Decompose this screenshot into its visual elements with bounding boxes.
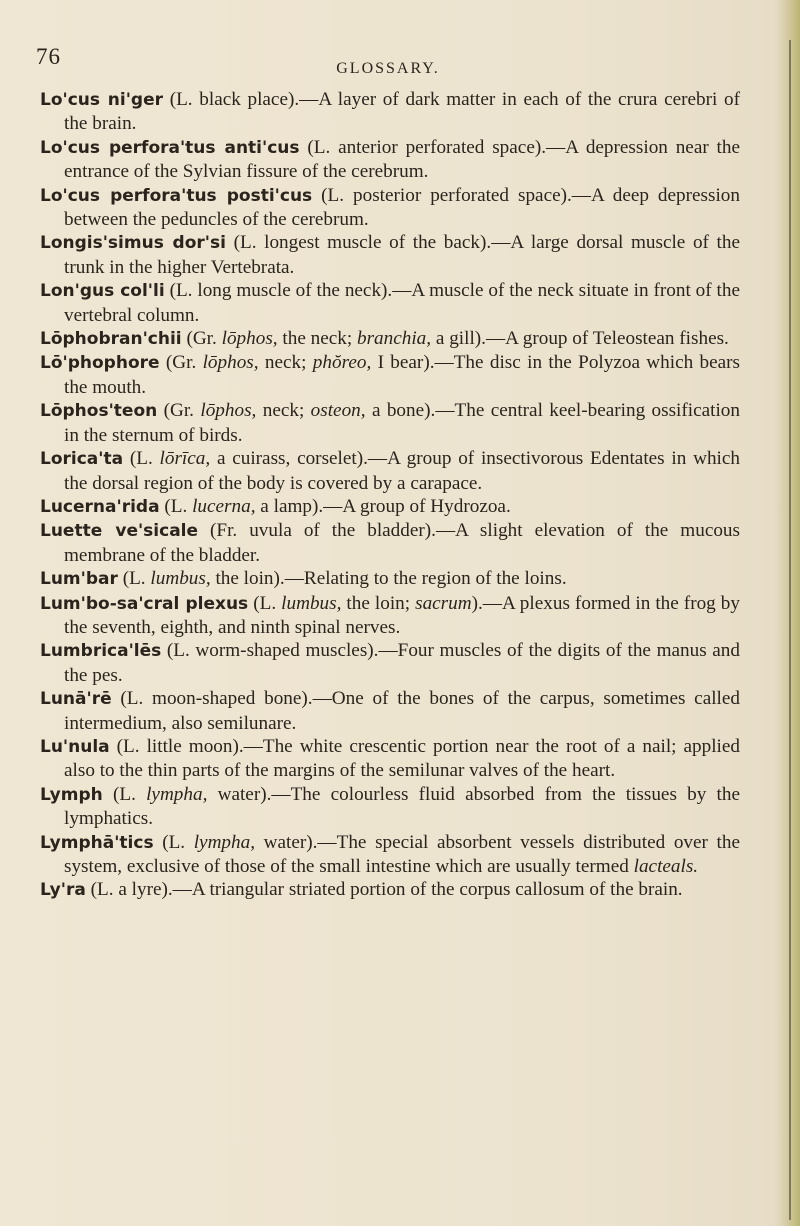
entry-definition-text: the neck;	[277, 328, 357, 350]
entry-headword: Lo'cus perfora'tus posti'cus	[40, 185, 313, 206]
entry-definition-text: the loin).—Relating to the region of the loins.	[210, 568, 567, 590]
entry-definition-text: a gill).—A group of Teleostean fishes.	[431, 328, 729, 350]
entry-definition-text: a cuirass, corselet).—A group of insectivorous Edentates in which the dorsal region of the body is covered by a carapace.	[64, 448, 740, 494]
glossary-entry	[40, 136, 740, 184]
entry-definition-text: (Gr.	[157, 400, 201, 422]
entry-definition-text: water).—The special absorbent vessels distributed over the system, exclusive of those of the small intestine which are usually termed	[64, 831, 740, 877]
glossary-entry	[40, 495, 740, 519]
entry-italic-term: sacrum	[415, 592, 472, 614]
entry-definition-text: (Fr. uvula of the bladder).—A slight elevation of the mucous membrane of the bladder.	[64, 520, 740, 566]
entry-definition-text: (L.	[153, 831, 194, 853]
entry-definition-text: (L. long muscle of the neck).—A muscle of the neck situate in front of the vertebral column.	[64, 280, 740, 326]
glossary-entry	[40, 184, 740, 232]
entry-definition-text: (Gr.	[159, 352, 203, 374]
entry-italic-term: osteon,	[310, 400, 366, 422]
entry-definition-text: (Gr.	[181, 328, 222, 350]
glossary-entry	[40, 592, 740, 640]
entry-headword: Lōphobran'chii	[40, 329, 182, 350]
entry-definition-text: (L. a lyre).—A triangular striated portion of the corpus callosum of the brain.	[85, 879, 683, 901]
running-title: GLOSSARY.	[336, 60, 440, 77]
glossary-entries	[40, 88, 740, 903]
glossary-entry	[40, 399, 740, 447]
entry-italic-term: branchia,	[356, 328, 432, 350]
entry-definition-text: (L.	[159, 495, 193, 517]
glossary-entry	[40, 783, 740, 831]
glossary-entry	[40, 567, 740, 591]
glossary-entry	[40, 519, 740, 567]
glossary-entry	[40, 88, 740, 136]
entry-definition-text: a bone).—The central keel-bearing ossification in the sternum of birds.	[64, 400, 740, 446]
entry-headword: Lucerna'rida	[40, 496, 160, 517]
entry-definition-text: neck;	[258, 352, 313, 374]
entry-italic-term: lympha,	[146, 783, 208, 805]
entry-definition-text: the loin;	[341, 592, 416, 614]
entry-italic-term: phŏreo,	[312, 352, 372, 374]
entry-italic-term: lōrīca,	[159, 448, 211, 470]
entry-italic-term: lympha,	[193, 831, 256, 853]
entry-headword: Lon'gus col'li	[40, 281, 165, 302]
entry-headword: Lymph	[40, 784, 103, 805]
page-number: 76	[36, 44, 61, 69]
entry-definition-text: (L. longest muscle of the back).—A large dorsal muscle of the trunk in the higher Vertebrata.	[64, 232, 740, 278]
page-header	[36, 44, 740, 77]
entry-italic-term: lōphos,	[202, 352, 259, 374]
entry-headword: Luette ve'sicale	[40, 521, 199, 542]
entry-definition-text: I bear).—The disc in the Polyzoa which bears the mouth.	[64, 352, 741, 398]
glossary-entry	[40, 279, 740, 327]
entry-italic-term: lōphos,	[221, 328, 278, 350]
entry-headword: Lo'cus perfora'tus anti'cus	[40, 137, 300, 158]
page-edge	[774, 0, 800, 1226]
entry-definition-text: (L. moon-shaped bone).—One of the bones of the carpus, sometimes called intermedium, also semilunare.	[64, 688, 740, 734]
entry-headword: Lō'phophore	[40, 353, 160, 374]
binding-shadow-line	[789, 40, 791, 1220]
entry-headword: Lo'cus ni'ger	[40, 90, 164, 110]
glossary-entry	[40, 327, 740, 351]
entry-headword: Lunā'rē	[40, 689, 112, 710]
entry-headword: Lymphā'tics	[40, 832, 154, 853]
entry-definition-text: (L.	[248, 592, 282, 614]
entry-definition-text: (L. anterior perforated space).—A depression near the entrance of the Sylvian fissure of the cerebrum.	[64, 136, 740, 183]
entry-italic-term: lumbus,	[150, 568, 211, 590]
glossary-entry	[40, 231, 740, 279]
entry-definition-text: (L. worm-shaped muscles).—Four muscles of the digits of the manus and the pes.	[64, 640, 740, 686]
glossary-entry	[40, 447, 740, 495]
entry-definition-text: (L.	[117, 568, 151, 590]
entry-definition-text: neck;	[256, 400, 311, 422]
entry-headword: Lu'nula	[40, 736, 110, 757]
entry-headword: Lorica'ta	[40, 449, 124, 470]
entry-definition-text: (L.	[102, 783, 147, 805]
glossary-entry	[40, 351, 740, 399]
entry-headword: Lum'bo-sa'cral plexus	[40, 593, 249, 614]
entry-definition-text: (L. black place).—A layer of dark matter in each of the crura cerebri of the brain.	[64, 89, 741, 135]
entry-headword: Lum'bar	[40, 569, 118, 590]
entry-definition-text: (L.	[123, 448, 160, 470]
glossary-entry	[40, 831, 740, 879]
entry-italic-term: lumbus,	[281, 592, 342, 614]
entry-italic-term: lucerna,	[192, 495, 256, 517]
entry-headword: Ly'ra	[40, 880, 86, 901]
entry-headword: Longis'simus dor'si	[40, 233, 226, 254]
entry-headword: Lumbrica'lēs	[40, 641, 162, 662]
entry-italic-term: lacteals.	[633, 856, 699, 877]
entry-definition-text: a lamp).—A group of Hydrozoa.	[255, 495, 511, 517]
entry-headword: Lōphos'teon	[40, 401, 158, 422]
glossary-entry	[40, 687, 740, 735]
entry-definition-text: water).—The colourless fluid absorbed from the tissues by the lymphatics.	[64, 783, 740, 830]
entry-definition-text: (L. little moon).—The white crescentic portion near the root of a nail; applied also to the thin parts of the margins of the semilunar valves of the heart.	[64, 735, 740, 782]
entry-definition-text: ).—A plexus formed in the frog by the seventh, eighth, and ninth spinal nerves.	[64, 592, 740, 638]
entry-italic-term: lōphos,	[200, 400, 257, 422]
glossary-entry	[40, 639, 740, 687]
glossary-entry	[40, 878, 740, 902]
glossary-entry	[40, 735, 740, 783]
entry-definition-text: (L. posterior perforated space).—A deep depression between the peduncles of the cerebrum.	[64, 184, 740, 231]
